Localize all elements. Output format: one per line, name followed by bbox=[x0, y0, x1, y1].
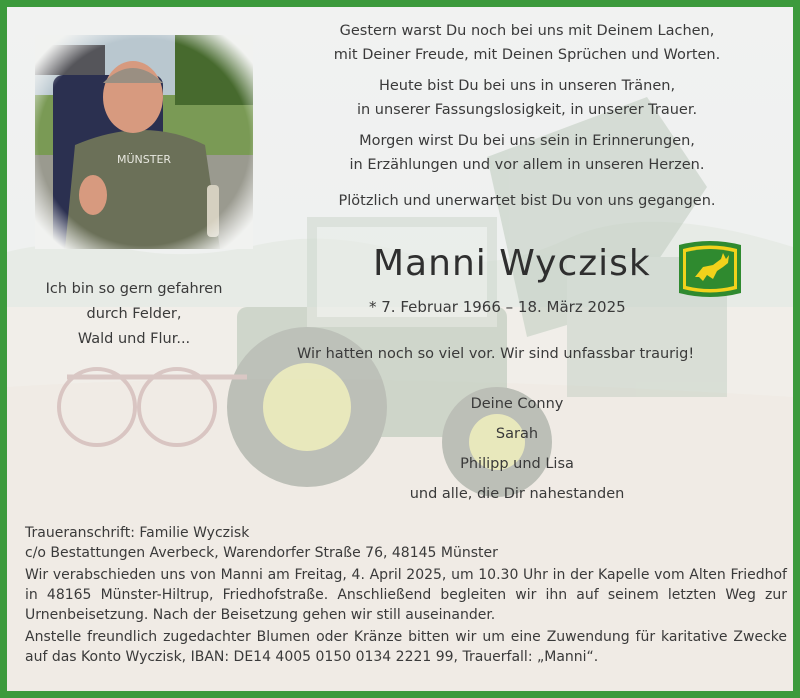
sad-line: Wir hatten noch so viel vor. Wir sind unfassbar traurig! bbox=[297, 346, 695, 362]
poem-line: in unserer Fassungslosigkeit, in unserer Trauer. bbox=[356, 102, 698, 118]
poem-line: in Erzählungen und vor allem in unseren Herzen. bbox=[349, 157, 705, 173]
poem-stanza-1 bbox=[277, 19, 777, 67]
donation-text: Anstelle freundlich zugedachter Blumen oder Kränze bitten wir um eine Zuwendung für karitative Zwecke auf das Konto Wyczisk, IBAN: DE14 4005 0150 0134 2221 99, Trauerfall: „Manni“. bbox=[25, 629, 787, 665]
poem-line: mit Deiner Freude, mit Deinen Sprüchen und Worten. bbox=[333, 47, 721, 63]
poem-line: Gestern warst Du noch bei uns mit Deinem Lachen, bbox=[339, 23, 715, 39]
family-member: Philipp und Lisa bbox=[460, 456, 574, 472]
quote-line: Ich bin so gern gefahren bbox=[45, 281, 223, 297]
portrait-photo bbox=[35, 35, 253, 249]
quote-line: durch Felder, bbox=[86, 306, 182, 322]
family-member: und alle, die Dir nahestanden bbox=[409, 486, 625, 502]
mourning-address bbox=[25, 523, 787, 563]
poem-stanza-2 bbox=[277, 74, 777, 122]
address-line: c/o Bestattungen Averbeck, Warendorfer Straße 76, 48145 Münster bbox=[25, 545, 498, 561]
poem-line: Morgen wirst Du bei uns sein in Erinnerungen, bbox=[359, 133, 695, 149]
sudden-death-line: Plötzlich und unerwartet bist Du von uns gegangen. bbox=[338, 193, 716, 209]
deer-logo-icon bbox=[673, 237, 747, 301]
address-line: Traueranschrift: Familie Wyczisk bbox=[25, 525, 250, 541]
poem-line: Heute bist Du bei uns in unseren Tränen, bbox=[378, 78, 676, 94]
poem bbox=[277, 19, 777, 184]
family-member: Sarah bbox=[495, 426, 539, 442]
funeral-info bbox=[25, 523, 787, 669]
quote bbox=[27, 277, 241, 352]
poem-stanza-3 bbox=[277, 129, 777, 177]
life-dates: * 7. Februar 1966 – 18. März 2025 bbox=[369, 298, 626, 316]
deceased-name: Manni Wyczisk bbox=[373, 243, 651, 284]
farewell-text: Wir verabschieden uns von Manni am Freitag, 4. April 2025, um 10.30 Uhr in der Kapelle vom Alten Friedhof in 48165 Münster-Hiltrup, Friedhofstraße. Anschließend begleiten wir ihn auf seinem letzten Weg zur Urnenbeisetzung. Nach der Beisetzung gehen wir still auseinander. bbox=[25, 567, 787, 623]
family-signatures bbox=[367, 389, 667, 509]
family-member: Deine Conny bbox=[470, 396, 564, 412]
quote-line: Wald und Flur... bbox=[77, 331, 191, 347]
